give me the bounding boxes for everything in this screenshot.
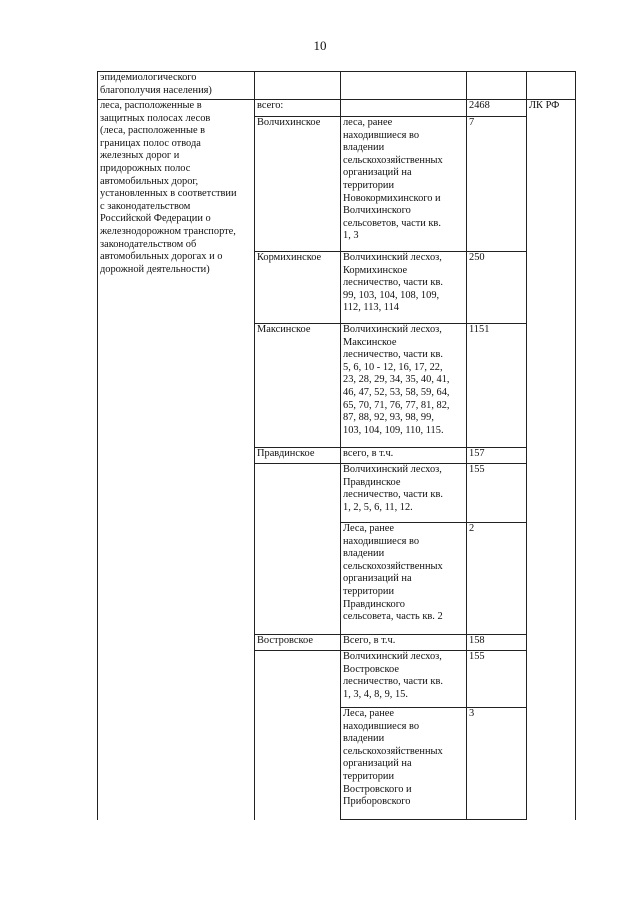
empty-cell <box>527 72 576 100</box>
location-cell <box>341 252 467 324</box>
district-cell <box>255 651 341 820</box>
district-name: Кормихинское <box>257 252 322 263</box>
basis-cell <box>527 100 576 820</box>
area-value: 1151 <box>469 324 490 335</box>
purpose-text: леса, расположенные в защитных полосах лесов (леса, расположенные в границах полос отвода железных дорог и придорожных полос автомобильных дорог, установленных в соответствии с законодательством Российской Федерации о железнодорожном транспорте, законодательством об автомобильных дорогах и о дорожной деятельности) <box>100 100 237 275</box>
purpose-cell-continued <box>98 448 255 820</box>
district-name: Волчихинское <box>257 117 321 128</box>
table-row <box>98 72 576 100</box>
basis-text: ЛК РФ <box>529 100 560 111</box>
total-value-cell <box>467 100 527 117</box>
area-value: 157 <box>469 448 485 459</box>
district-name: Максинское <box>257 324 311 335</box>
area-value: 155 <box>469 651 485 662</box>
area-value: 250 <box>469 252 485 263</box>
area-cell <box>467 708 527 820</box>
forest-table <box>97 71 576 820</box>
location-text: леса, ранее находившиеся во владении сельскохозяйственных организаций на территории Новокормихинского и Волчихинского сельсоветов, части кв. 1, 3 <box>343 117 443 242</box>
district-cell <box>255 252 341 324</box>
area-cell <box>467 651 527 708</box>
district-cell <box>255 464 341 635</box>
total-label-cell <box>255 100 341 117</box>
location-text: всего, в т.ч. <box>343 448 394 459</box>
district-cell <box>255 635 341 651</box>
empty-cell <box>467 72 527 100</box>
purpose-cell <box>98 100 255 448</box>
area-cell <box>467 635 527 651</box>
area-value: 2 <box>469 523 475 534</box>
empty-cell <box>255 72 341 100</box>
location-cell <box>341 708 467 820</box>
area-cell <box>467 117 527 252</box>
area-cell <box>467 464 527 523</box>
location-text: Волчихинский лесхоз, Востровское лесничество, части кв. 1, 3, 4, 8, 9, 15. <box>343 651 443 700</box>
table-row <box>98 448 576 464</box>
empty-cell <box>341 72 467 100</box>
area-cell <box>467 324 527 448</box>
area-cell <box>467 448 527 464</box>
area-cell <box>467 523 527 635</box>
location-text: Леса, ранее находившиеся во владении сельскохозяйственных организаций на территории Правдинского сельсовета, часть кв. 2 <box>343 523 443 623</box>
area-value: 3 <box>469 708 475 719</box>
area-value: 158 <box>469 635 485 646</box>
district-cell <box>255 117 341 252</box>
area-value: 7 <box>469 117 475 128</box>
table-row <box>98 100 576 117</box>
location-cell <box>341 448 467 464</box>
area-value: 155 <box>469 464 485 475</box>
district-name: Правдинское <box>257 448 315 459</box>
location-cell <box>341 635 467 651</box>
location-cell <box>341 117 467 252</box>
district-name: Востровское <box>257 635 313 646</box>
location-text: Волчихинский лесхоз, Правдинское лесничество, части кв. 1, 2, 5, 6, 11, 12. <box>343 464 443 513</box>
district-cell <box>255 324 341 448</box>
location-text: Волчихинский лесхоз, Кормихинское лесничество, части кв. 99, 103, 104, 108, 109, 112, 113, 114 <box>343 252 443 314</box>
location-text: Леса, ранее находившиеся во владении сельскохозяйственных организаций на территории Востровского и Приборовского <box>343 708 443 808</box>
total-label: всего: <box>257 100 284 111</box>
purpose-cell <box>98 72 255 100</box>
district-cell <box>255 448 341 464</box>
page-number: 10 <box>313 38 327 53</box>
location-text: Всего, в т.ч. <box>343 635 396 646</box>
location-cell <box>341 651 467 708</box>
total-value: 2468 <box>469 100 490 111</box>
location-text: Волчихинский лесхоз, Максинское лесничество, части кв. 5, 6, 10 - 12, 16, 17, 22, 23, 28, 29, 34, 35, 40, 41, 46, 47, 52, 53, 58, 59, 64, 65, 70, 71, 76, 77, 81, 82, 87, 88, 92, 93, 98, 99, 103, 104, 109, 110, 115. <box>343 324 450 436</box>
empty-cell <box>341 100 467 117</box>
purpose-text: эпидемиологического благополучия населения) <box>100 72 212 96</box>
area-cell <box>467 252 527 324</box>
location-cell <box>341 324 467 448</box>
location-cell <box>341 523 467 635</box>
location-cell <box>341 464 467 523</box>
